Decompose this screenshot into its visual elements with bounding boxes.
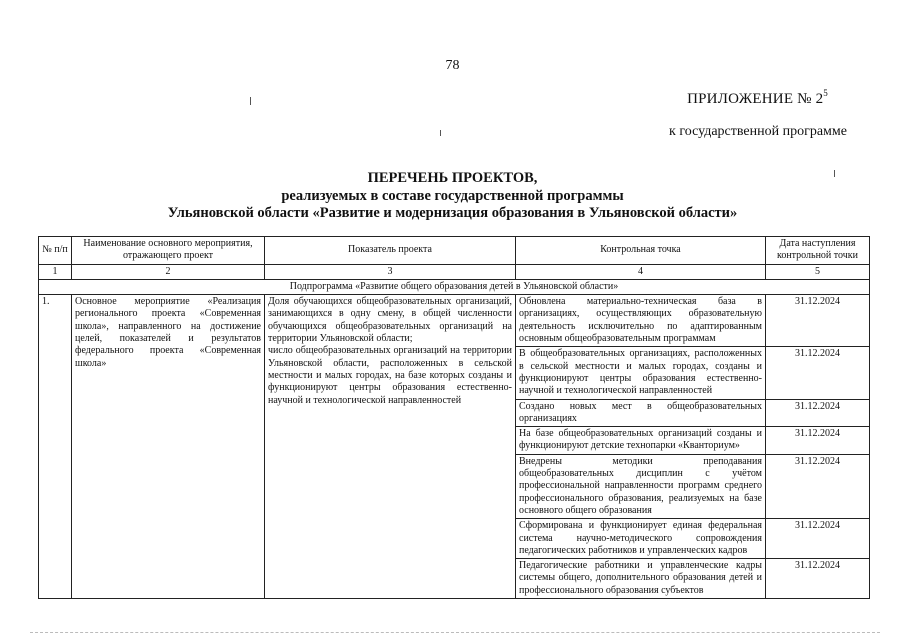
checkpoint-text: На базе общеобразовательных организаций созданы и функционируют детские технопарки «Кванториум»	[516, 427, 766, 455]
checkpoint-text: Создано новых мест в общеобразовательных организациях	[516, 399, 766, 427]
scan-mark	[440, 130, 441, 136]
scan-mark	[250, 97, 251, 105]
checkpoint-date: 31.12.2024	[766, 559, 870, 599]
title-line-3: Ульяновской области «Развитие и модернизация образования в Ульяновской области»	[167, 205, 738, 221]
projects-table	[38, 236, 870, 599]
appendix-label-text: ПРИЛОЖЕНИЕ № 2	[687, 91, 824, 107]
scan-edge	[30, 632, 880, 633]
checkpoint-date: 31.12.2024	[766, 347, 870, 399]
header-checkpoint: Контрольная точка	[516, 237, 766, 265]
table-header-row	[39, 237, 870, 265]
row-number: 1.	[39, 295, 72, 599]
checkpoint-text: Внедрены методики преподавания общеобразовательных дисциплин с учётом профессиональной направленности программ среднего профессионального образования, реализуемых на базе основного общего образования	[516, 454, 766, 518]
checkpoint-date: 31.12.2024	[766, 399, 870, 427]
checkpoint-text: В общеобразовательных организациях, расположенных в сельской местности и малых городах, созданы и функционируют центры образования естественно-научной и технологической направленностей	[516, 347, 766, 399]
page-number: 78	[445, 58, 460, 73]
appendix-superscript: 5	[823, 88, 828, 98]
col-number: 2	[72, 264, 265, 279]
checkpoint-text: Сформирована и функционирует единая федеральная система научно-методического сопровождения педагогических работников и управленческих кадров	[516, 519, 766, 559]
project-indicators	[265, 295, 516, 599]
appendix-label	[687, 88, 828, 108]
indicator-1: Доля обучающихся общеобразовательных организаций, занимающихся в одну смену, в общей численности обучающихся общеобразовательных организаций на территории Ульяновской области;	[268, 296, 512, 345]
scan-mark	[834, 170, 835, 177]
table-row	[39, 295, 870, 347]
checkpoint-date: 31.12.2024	[766, 519, 870, 559]
title-line-2: реализуемых в составе государственной программы	[281, 187, 624, 204]
document-title	[0, 170, 905, 223]
checkpoint-date: 31.12.2024	[766, 427, 870, 455]
subprogram-row	[39, 279, 870, 294]
checkpoint-date: 31.12.2024	[766, 295, 870, 347]
event-name: Основное мероприятие «Реализация регионального проекта «Современная школа», направленного на достижение целей, показателей и результатов федерального проекта «Современная школа»	[72, 295, 265, 599]
indicator-2: число общеобразовательных организаций на территории Ульяновской области, расположенных в сельской местности и малых городах, на базе которых созданы и функционируют центры образования естественно-научной и технологической направленностей	[268, 345, 512, 406]
col-number: 3	[265, 264, 516, 279]
checkpoint-text: Педагогические работники и управленческие кадры системы общего, дополнительного образования детей и профессионального образования субъектов	[516, 559, 766, 599]
header-num: № п/п	[39, 237, 72, 265]
subprogram-title: Подпрограмма «Развитие общего образования детей в Ульяновской области»	[39, 279, 870, 294]
checkpoint-date: 31.12.2024	[766, 454, 870, 518]
title-line-1: ПЕРЕЧЕНЬ ПРОЕКТОВ,	[367, 170, 538, 186]
col-number: 5	[766, 264, 870, 279]
header-indicator: Показатель проекта	[265, 237, 516, 265]
header-event: Наименование основного мероприятия, отражающего проект	[72, 237, 265, 265]
appendix-subtitle: к государственной программе	[669, 124, 847, 139]
column-number-row	[39, 264, 870, 279]
col-number: 1	[39, 264, 72, 279]
header-date: Дата наступления контрольной точки	[766, 237, 870, 265]
checkpoint-text: Обновлена материально-техническая база в организациях, осуществляющих образовательную деятельность исключительно по адаптированным основным общеобразовательным программам	[516, 295, 766, 347]
col-number: 4	[516, 264, 766, 279]
